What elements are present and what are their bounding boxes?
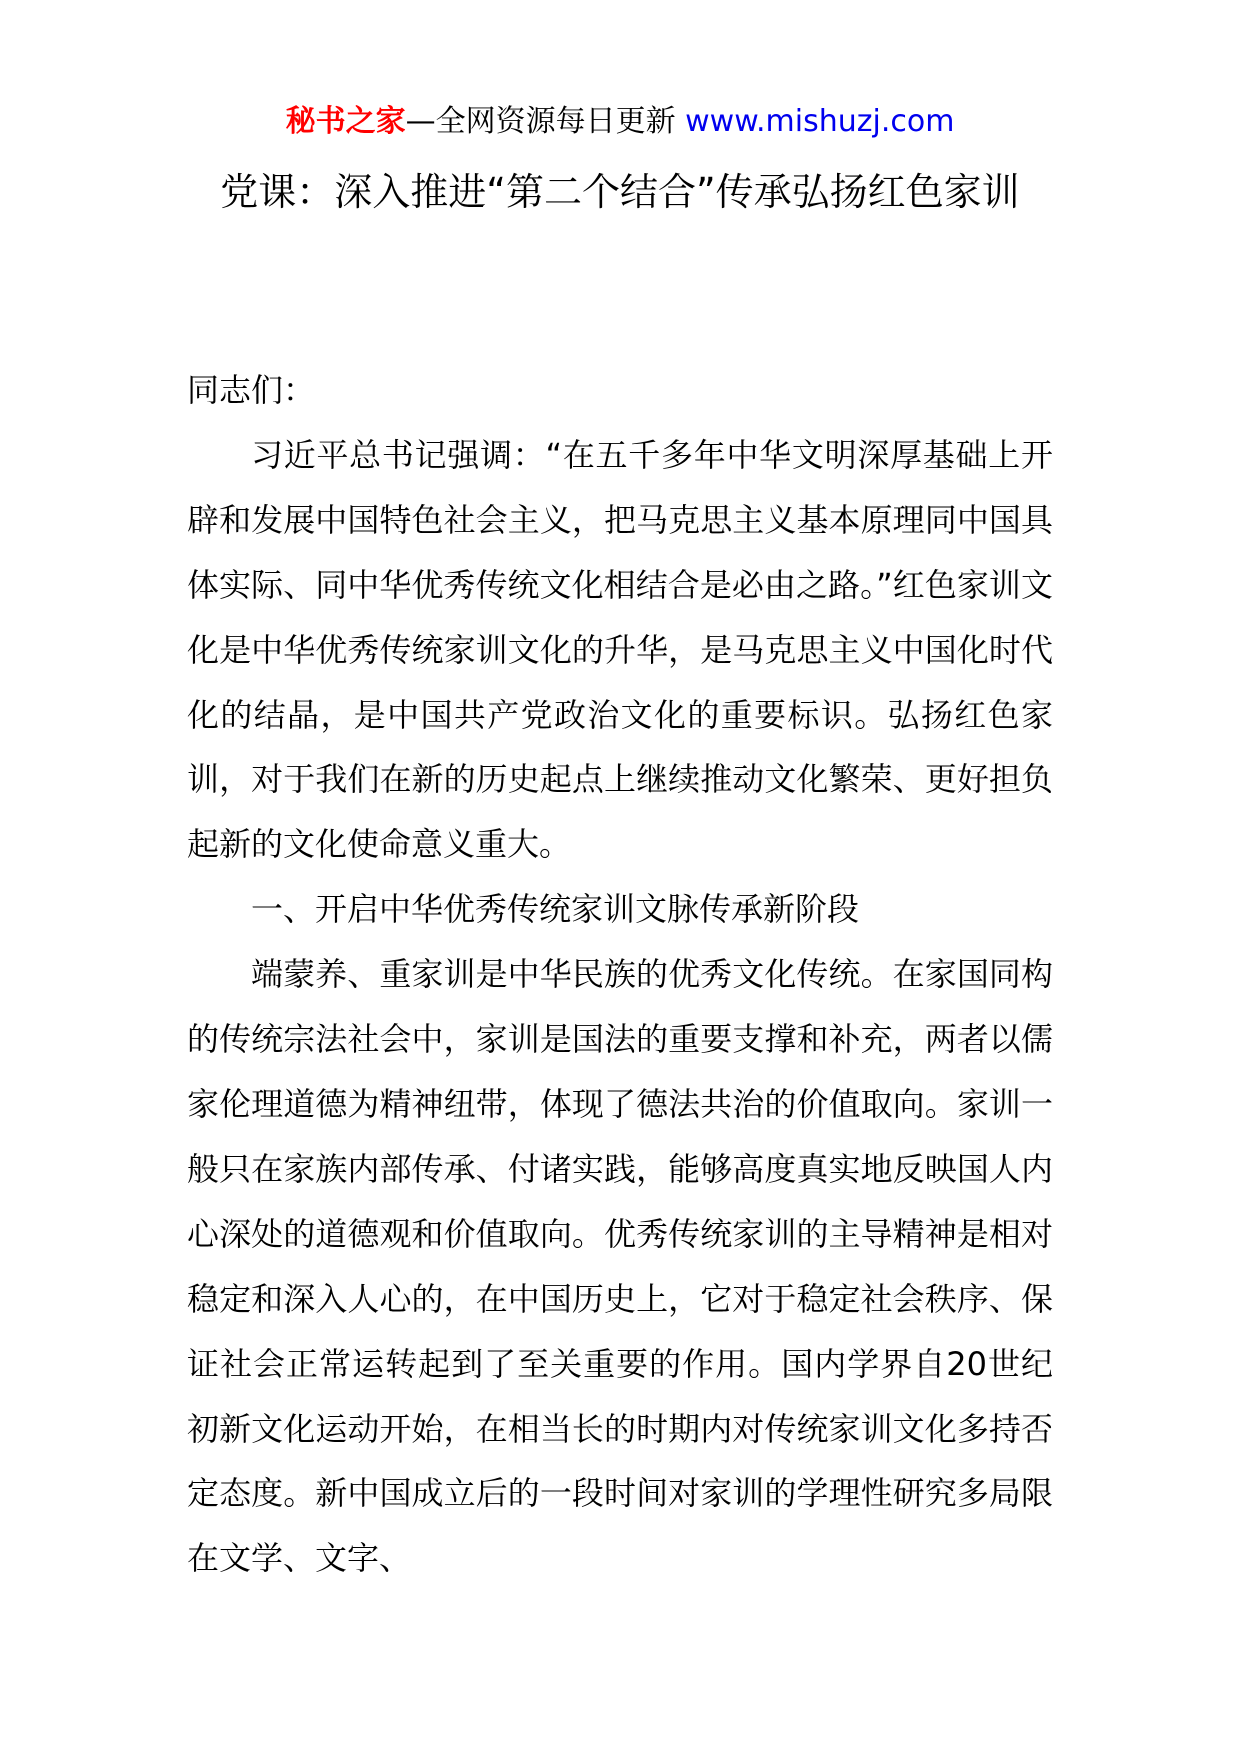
salutation: 同志们： <box>187 371 316 409</box>
document-body <box>187 358 1053 1591</box>
header-banner <box>0 100 1240 144</box>
body-paragraph: 端蒙养、重家训是中华民族的优秀文化传统。在家国同构的传统宗法社会中，家训是国法的重要支撑和补充，两者以儒家伦理道德为精神纽带，体现了德法共治的价值取向。家训一般只在家族内部传承、付诸实践，能够高度真实地反映国人内心深处的道德观和价值取向。优秀传统家训的主导精神是相对稳定和深入人心的，在中国历史上，它对于稳定社会秩序、保证社会正常运转起到了至关重要的作用。国内学界自20世纪初新文化运动开始，在相当长的时期内对传统家训文化多持否定态度。新中国成立后的一段时间对家训的学理性研究多局限在文学、文字、 <box>187 955 1053 1578</box>
section-heading: 一、开启中华优秀传统家训文脉传承新阶段 <box>251 890 860 929</box>
site-url-link[interactable]: www.mishuzj.com <box>685 104 955 139</box>
brand-name: 秘书之家 <box>285 104 406 139</box>
header-slogan: —全网资源每日更新 <box>405 104 676 139</box>
body-paragraph: 习近平总书记强调：“在五千多年中华文明深厚基础上开辟和发展中国特色社会主义，把马克思主义基本原理同中国具体实际、同中华优秀传统文化相结合是必由之路。”红色家训文化是中华优秀传统家训文化的升华，是马克思主义中国化时代化的结晶，是中国共产党政治文化的重要标识。弘扬红色家训，对于我们在新的历史起点上继续推动文化繁荣、更好担负起新的文化使命意义重大。 <box>187 435 1053 864</box>
document-title: 党课：深入推进“第二个结合”传承弘扬红色家训 <box>220 170 1020 214</box>
